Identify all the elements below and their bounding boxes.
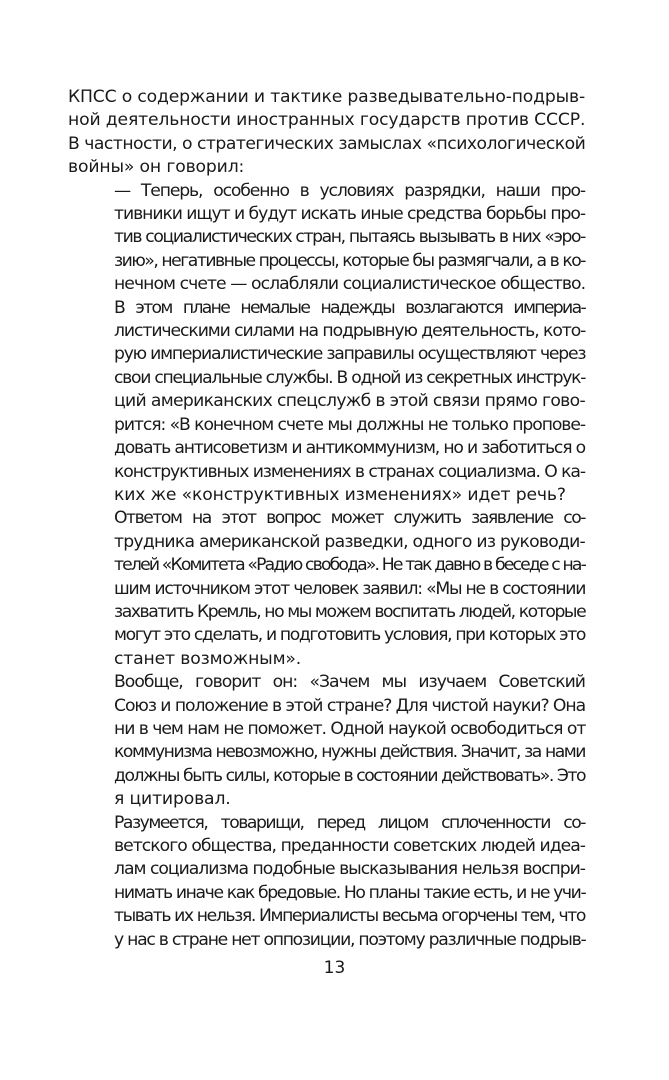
text-line: ной деятельности иностранных государств против СССР. (68, 110, 586, 131)
text-line: ций американских спецслужб в этой связи прямо гово- (114, 391, 585, 412)
text-line: довать антисоветизм и антикоммунизм, но и заботиться о (114, 438, 585, 459)
page-number: 13 (323, 958, 346, 978)
text-line: Разумеется, товарищи, перед лицом сплоченности со- (114, 812, 585, 833)
text-line: Ответом на этот вопрос может служить заявление со- (114, 508, 585, 529)
text-line: у нас в стране нет оппозиции, поэтому различные подрыв- (114, 929, 586, 950)
text-line: нимать иначе как бредовые. Но планы такие есть, и не учи- (114, 882, 586, 903)
text-line: рится: «В конечном счете мы должны не только пропове- (114, 414, 585, 435)
text-line: трудника американской разведки, одного из руководи- (114, 531, 585, 552)
text-line: ни в чем нам не поможет. Одной наукой освободиться от (114, 718, 586, 739)
paragraph (68, 507, 585, 671)
body-text (68, 86, 585, 952)
text-line: телей «Комитета «Радио свобода». Не так давно в беседе с на- (114, 555, 585, 576)
text-line: зию», негативные процессы, которые бы размягчали, а в ко- (114, 250, 585, 271)
text-line: Вообще, говорит он: «Зачем мы изучаем Советский (114, 672, 585, 693)
text-line: В частности, о стратегических замыслах «психологической (68, 133, 586, 154)
text-line: тывать их нельзя. Империалисты весьма огорчены тем, что (114, 906, 586, 927)
text-line: войны» он говорил: (68, 157, 245, 178)
paragraph (68, 297, 585, 508)
paragraph (68, 180, 585, 297)
paragraph (68, 86, 585, 180)
text-line: тив социалистических стран, пытаясь вызывать в них «эро- (114, 227, 585, 248)
text-line: должны быть силы, которые в состоянии действовать». Это (114, 765, 586, 786)
text-line: ветского общества, преданности советских людей идеа- (114, 836, 585, 856)
text-line: станет возможным». (114, 648, 302, 669)
text-line: листическими силами на подрывную деятельность, кото- (114, 321, 586, 342)
text-line: — Теперь, особенно в условиях разрядки, наши про- (114, 180, 585, 201)
text-line: коммунизма невозможно, нужны действия. Значит, за нами (114, 742, 585, 763)
text-line: конструктивных изменениях в странах социализма. О ка- (114, 461, 586, 482)
paragraph (68, 812, 585, 952)
text-line: нечном счете — ослабляли социалистическое общество. (114, 274, 586, 295)
text-line: я цитировал. (114, 789, 231, 810)
text-line: рую империалистические заправилы осуществляют через (114, 344, 586, 365)
text-line: лам социализма подобные высказывания нельзя воспри- (114, 859, 585, 880)
text-line: могут это сделать, и подготовить условия, при которых это (114, 625, 585, 646)
text-line: В этом плане немалые надежды возлагаются империа- (114, 297, 585, 318)
text-line: шим источником этот человек заявил: «Мы не в состоянии (114, 578, 586, 599)
text-line: тивники ищут и будут искать иные средства борьбы про- (114, 204, 585, 225)
text-line: свои специальные службы. В одной из секретных инструк- (114, 367, 586, 388)
text-line: Союз и положение в этой стране? Для чистой науки? Она (114, 695, 586, 716)
text-line: КПСС о содержании и тактике разведывательно-подрыв- (68, 87, 585, 107)
paragraph (68, 671, 585, 811)
text-line: захватить Кремль, но мы можем воспитать людей, которые (114, 601, 586, 622)
text-line: ких же «конструктивных изменениях» идет речь? (114, 484, 566, 505)
